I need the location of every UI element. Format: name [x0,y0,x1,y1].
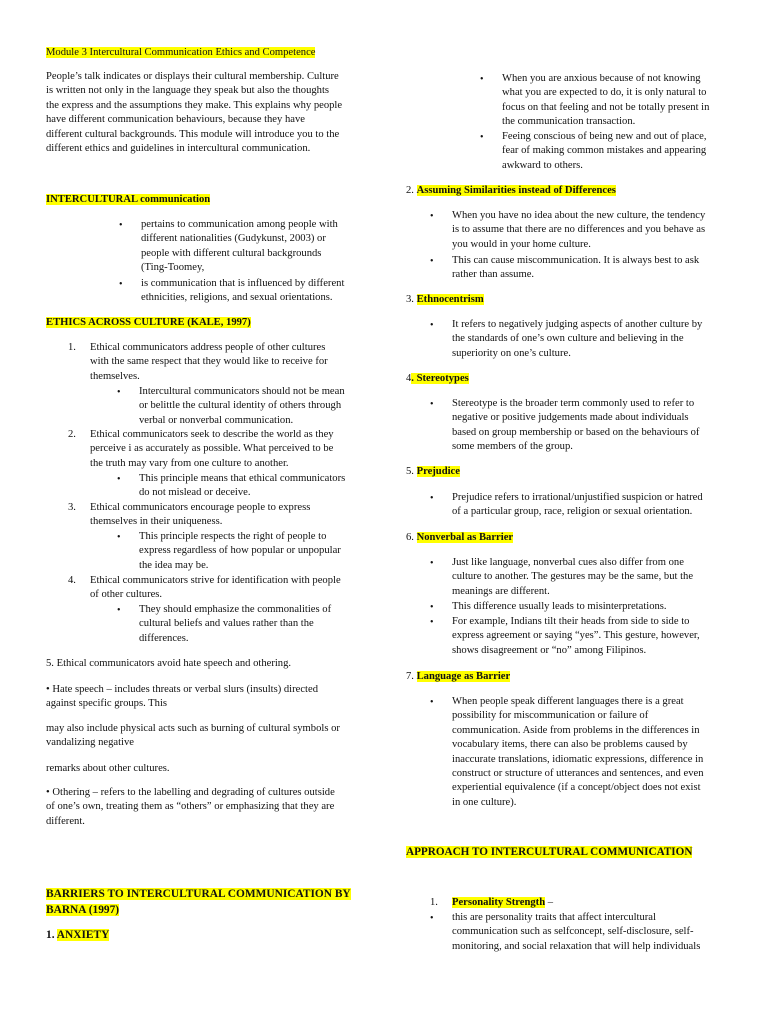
bullet-line: what you are expected to do, it is only natural to [502,87,707,99]
sub-line: express regardless of how popular or unpopular [139,545,341,557]
bullet-line: this are personality traits that affect intercultural [452,912,656,923]
barrier-2-heading [406,184,616,198]
bullet-line: When you are anxious because of not knowing [502,73,701,84]
dash: – [545,897,554,908]
barrier-2-title: Assuming Similarities instead of Differences [416,185,616,196]
bullet-icon: • [430,913,434,924]
barrier-6-title: Nonverbal as Barrier [416,532,514,543]
hate-speech-paragraph-cont [46,722,376,751]
ethics-item-4-sub [139,603,369,646]
bullet-icon: • [430,399,434,410]
heading-caps: INTERCULTURAL [46,194,138,205]
bullet-icon: • [430,256,434,267]
ethics-item-1-sub [139,385,369,428]
bullet-line: inaccurate translations, idiomatic expressions, difference in [452,753,704,765]
bullet-line: (Ting-Toomey, [141,262,205,274]
para-line: • Hate speech – includes threats or verbal slurs (insults) directed [46,684,318,695]
bullet-line: This difference usually leads to misinterpretations. [452,601,667,612]
bullet-icon: • [430,211,434,222]
personality-strength-bullet [452,911,742,954]
bullet-line: Feeing conscious of being new and out of place, [502,131,707,142]
bullet-line: rather than assume. [452,269,535,281]
sub-line: This principle means that ethical communicators [139,473,346,484]
barrier-7-title: Language as Barrier [416,671,511,682]
sub-line: differences. [139,632,189,644]
ethics-item-5: 5. Ethical communicators avoid hate speech and othering. [46,658,292,669]
intercultural-bullet-2 [141,277,371,306]
intercultural-heading [46,193,210,207]
bullet-line: construct or structure of utterances and sentences, and even [452,768,704,780]
barrier-2-bullet-2 [452,254,742,283]
ethics-item-3 [90,501,380,530]
barrier-3-bullet [452,318,742,361]
bullet-icon: • [117,387,121,398]
item-line: of other cultures. [90,589,163,601]
bullet-line: is communication that is influenced by different [141,278,345,289]
bullet-line: of a particular group, race, religion or sexual orientation. [452,506,693,518]
item-line: Ethical communicators strive for identification with people [90,575,341,586]
section-number: 7. [406,671,417,682]
bullet-line: in one culture). [452,796,517,808]
bullet-line: is to assume that there are no differences and you behave as [452,224,706,236]
barrier-6-bullet-1 [452,556,742,599]
section-number: 1. [46,929,57,941]
list-number: 3. [68,502,76,513]
bullet-line: some members of the group. [452,441,573,453]
barrier-3-title: Ethnocentrism [416,294,484,305]
barrier-6-bullet-2 [452,600,742,614]
bullet-line: ethnicities, religions, and sexual orientations. [141,292,333,304]
ethics-item-3-sub [139,530,369,573]
bullet-line: meanings are different. [452,585,550,597]
bullet-icon: • [430,602,434,613]
list-number: 2. [68,429,76,440]
intro-line: have different communication behaviours, because they have [46,114,305,126]
para-line: of one’s own, treating them as “others” or emphasizing that they are [46,801,335,813]
bullet-icon: • [480,74,484,85]
barriers-heading [46,887,351,918]
approach-heading-text: APPROACH TO INTERCULTURAL COMMUNICATION [406,846,693,858]
bullet-line: shows disagreement or “no” among Filipinos. [452,644,647,656]
othering-paragraph [46,786,376,829]
heading-rest: communication [137,194,211,205]
bullet-line: you would in your home culture. [452,238,591,250]
item-line: Ethical communicators address people of other cultures [90,342,326,353]
section-number: 3. [406,294,417,305]
bullet-line: awkward to others. [502,159,583,171]
bullet-line: different nationalities (Gudykunst, 2003) or [141,233,326,245]
bullet-icon: • [430,320,434,331]
para-line: • Othering – refers to the labelling and degrading of cultures outside [46,787,335,798]
bullet-line: people with different cultural backgrounds [141,247,322,259]
para-line: different. [46,815,85,827]
anxiety-bullet-1 [502,72,742,130]
para-line: against specific groups. This [46,698,168,710]
ethics-heading-text: ETHICS ACROSS CULTURE (KALE, 1997) [46,317,251,328]
ethics-item-2 [90,428,380,471]
bullet-line: It refers to negatively judging aspects of another culture by [452,319,703,330]
intro-line: is written not only in the language they speak but also the thoughts [46,85,330,97]
bullet-line: When you have no idea about the new culture, the tendency [452,210,706,221]
bullet-line: pertains to communication among people with [141,219,338,230]
bullet-icon: • [430,493,434,504]
section-number: 2. [406,185,417,196]
anxiety-title: ANXIETY [56,929,110,941]
intro-line: People’s talk indicates or displays their cultural membership. Culture [46,71,339,82]
module-title [46,46,315,60]
section-number: 4 [406,373,412,384]
bullet-line: possibility for miscommunication or failure of [452,710,649,722]
bullet-line: the communication transaction. [502,116,636,128]
bullet-line: communication such as selfconcept, self-disclosure, self- [452,926,694,938]
para-line: vandalizing negative [46,737,134,749]
approach-heading [406,845,692,859]
bullet-line: For example, Indians tilt their heads from side to side to [452,616,690,627]
anxiety-heading [46,928,109,942]
bullet-line: fear of making common mistakes and appearing [502,145,707,157]
barrier-3-heading [406,293,484,307]
sub-line: They should emphasize the commonalities of [139,604,332,615]
intercultural-bullet-1 [141,218,371,276]
item-line: the truth may vary from one culture to another. [90,457,289,469]
bullet-icon: • [430,558,434,569]
ethics-item-4 [90,574,380,603]
para-line: may also include physical acts such as burning of cultural symbols or [46,723,340,734]
list-number: 1. [68,342,76,353]
ethics-item-2-sub [139,472,369,501]
bullet-line: focus on that feeling and not be totally present in [502,101,710,113]
anxiety-bullet-2 [502,130,742,173]
bullet-line: When people speak different languages there is a great [452,696,684,707]
barrier-6-bullet-3 [452,615,742,658]
bullet-icon: • [430,697,434,708]
item-line: perceive i as accurately as possible. What perceived to be [90,443,334,455]
barrier-6-heading [406,531,513,545]
bullet-line: express agreement or saying “yes”. This gesture, however, [452,630,700,642]
bullet-line: negative or positive judgements made about individuals [452,412,689,424]
ethics-heading [46,316,251,330]
item-line: themselves. [90,370,140,382]
bullet-icon: • [117,532,121,543]
bullet-icon: • [117,474,121,485]
bullet-line: Stereotype is the broader term commonly used to refer to [452,398,695,409]
bullet-icon: • [430,617,434,628]
list-number: 1. [430,897,438,908]
ethics-item-1 [90,341,380,384]
bullet-line: Prejudice refers to irrational/unjustified suspicion or hatred [452,492,703,503]
bullet-line: vocabulary items, there can also be problems caused by [452,739,688,751]
barrier-5-bullet [452,491,742,520]
bullet-icon: • [117,605,121,616]
item-line: with the same respect that they would like to receive for [90,356,328,368]
intercultural-heading-text [46,194,210,205]
hate-speech-paragraph [46,683,376,712]
bullet-line: Just like language, nonverbal cues also differ from one [452,557,684,568]
barrier-4-bullet [452,397,742,455]
list-number: 4. [68,575,76,586]
bullet-icon: • [119,279,123,290]
barrier-5-heading [406,465,460,479]
intro-paragraph [46,70,376,156]
barrier-7-heading [406,670,510,684]
barrier-2-bullet-1 [452,209,742,252]
item-line: Ethical communicators encourage people to express [90,502,311,513]
barrier-5-title: Prejudice [416,466,460,477]
barriers-heading-line: BARRIERS TO INTERCULTURAL COMMUNICATION BY [46,888,351,900]
hate-speech-paragraph-end: remarks about other cultures. [46,763,170,774]
intro-line: the express and the assumptions they make. This explains why people [46,99,343,111]
item-line: themselves in their uniqueness. [90,516,223,528]
bullet-line: based on group membership or based on the behaviours of [452,426,700,438]
sub-line: Intercultural communicators should not be mean [139,386,345,397]
personality-strength-title: Personality Strength [452,897,546,908]
barrier-7-bullet [452,695,742,810]
sub-line: the idea may be. [139,559,209,571]
bullet-icon: • [119,220,123,231]
barrier-4-title: . Stereotypes [411,373,469,384]
sub-line: or belittle the cultural identity of others through [139,400,342,412]
section-number: 6. [406,532,417,543]
bullet-line: experiential equivalence (if a concept/object does not exist [452,782,701,794]
bullet-line: communication. Aside from problems in the differences in [452,724,700,736]
barrier-4-heading [406,372,469,386]
sub-line: verbal or nonverbal communication. [139,414,294,426]
intro-line: different cultural backgrounds. This module will introduce you to the [46,128,340,140]
item-line: Ethical communicators seek to describe the world as they [90,429,334,440]
bullet-icon: • [480,132,484,143]
bullet-line: culture to another. The gestures may be the same, but the [452,571,694,583]
intro-line: different ethics and guidelines in intercultural communication. [46,143,311,155]
module-title-text: Module 3 Intercultural Communication Ethics and Competence [46,47,316,58]
bullet-line: monitoring, and social relaxation that will help individuals [452,940,701,952]
bullet-line: This can cause miscommunication. It is always best to ask [452,255,700,266]
barriers-heading-line: BARNA (1997) [46,903,120,916]
bullet-line: the standards of one’s own culture and believing in the [452,333,684,345]
sub-line: This principle respects the right of people to [139,531,327,542]
personality-strength-heading [452,896,553,910]
sub-line: do not mislead or deceive. [139,487,251,499]
sub-line: cultural beliefs and values rather than the [139,618,314,630]
bullet-line: superiority on one’s culture. [452,347,571,359]
section-number: 5. [406,466,417,477]
